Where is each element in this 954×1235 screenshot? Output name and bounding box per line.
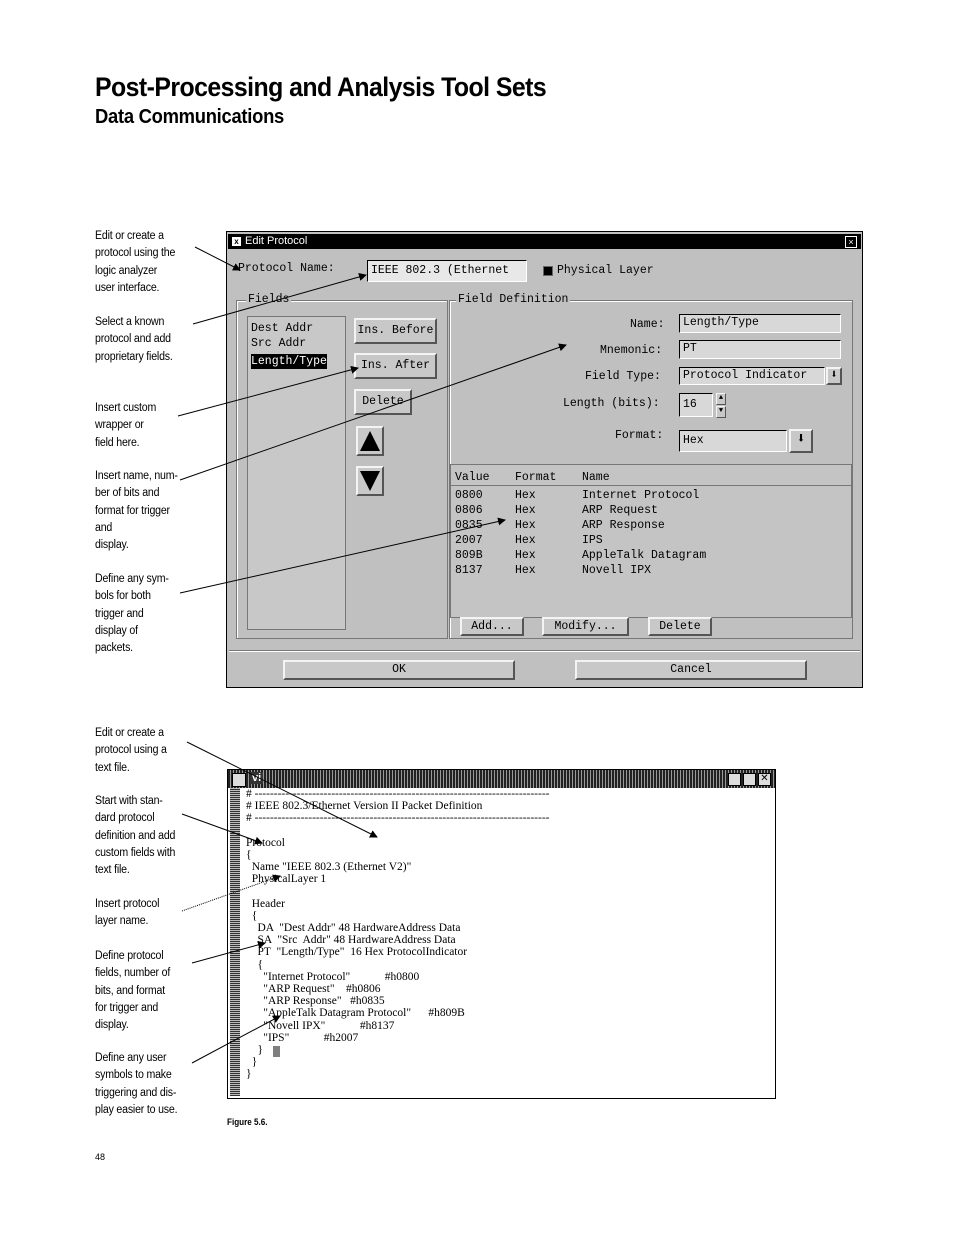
ins-before-button[interactable]: Ins. Before	[354, 318, 437, 344]
vi-text-line: DA "Dest Addr" 48 HardwareAddress Data	[246, 922, 461, 935]
vi-text-line: {	[246, 958, 264, 971]
vi-text-line: "AppleTalk Datagram Protocol" #h809B	[246, 1007, 465, 1020]
field-type-label: Field Type:	[585, 370, 661, 383]
vi-text-line: PhysicalLayer 1	[246, 873, 327, 886]
spin-up-icon: ▲	[718, 394, 724, 402]
table-cell-name: Novell IPX	[582, 564, 652, 577]
table-cell-name: Internet Protocol	[582, 489, 700, 502]
mnemonic-label: Mnemonic:	[600, 344, 663, 357]
vi-text-line: "Internet Protocol" #h0800	[246, 970, 420, 983]
leader-line	[187, 742, 377, 837]
leader-line	[193, 275, 366, 324]
protocol-name-input[interactable]: IEEE 802.3 (Ethernet	[367, 260, 527, 282]
arrow-down-icon: ⬇	[830, 368, 838, 382]
table-cell-value: 0800	[455, 489, 483, 502]
format-select[interactable]: Hex	[679, 430, 787, 452]
page-title: Post-Processing and Analysis Tool Sets	[95, 72, 547, 102]
window-menu-icon[interactable]: x	[232, 237, 241, 246]
table-cell-value: 0806	[455, 504, 483, 517]
close-icon[interactable]: ×	[845, 236, 857, 248]
leader-line	[178, 368, 358, 416]
leader-line	[195, 247, 240, 270]
delete-symbol-button[interactable]: Delete	[648, 617, 712, 636]
modify-symbol-button[interactable]: Modify...	[542, 617, 629, 636]
vi-text-line: # IEEE 802.3/Ethernet Version II Packet Definition	[246, 800, 483, 813]
table-cell-format: Hex	[515, 534, 536, 547]
vi-text-line: }	[246, 1068, 252, 1081]
table-cell-name: IPS	[582, 534, 603, 547]
table-cell-format: Hex	[515, 549, 536, 562]
leader-line	[180, 345, 566, 480]
name-label: Name:	[630, 318, 665, 331]
dialog-title: Edit Protocol	[245, 235, 308, 247]
callout-edit-ui: Edit or create a protocol using the logic analyzer user interface.	[95, 230, 176, 294]
vi-text-line: {	[246, 848, 252, 861]
vi-title: vi	[252, 772, 262, 784]
leader-line	[180, 520, 505, 593]
table-cell-name: AppleTalk Datagram	[582, 549, 707, 562]
table-cell-value: 2007	[455, 534, 483, 547]
callout-define-symbols: Define any sym- bols for both trigger and display of packets.	[95, 573, 169, 655]
callout-edit-text: Edit or create a protocol using a text file.	[95, 727, 167, 774]
callout-insert-layer: Insert protocol layer name.	[95, 898, 160, 928]
list-item-selected[interactable]: Length/Type	[251, 355, 327, 368]
vi-text-line: {	[246, 909, 258, 922]
vi-text-line: "IPS" #h2007	[246, 1031, 359, 1044]
column-header-name: Name	[582, 471, 610, 484]
close-icon[interactable]: ✕	[758, 773, 771, 786]
table-cell-format: Hex	[515, 564, 536, 577]
fields-group-title: Fields	[248, 293, 290, 306]
mnemonic-input[interactable]: PT	[679, 340, 841, 359]
table-cell-format: Hex	[515, 504, 536, 517]
callout-define-fields: Define protocol fields, number of bits, and format for trigger and display.	[95, 950, 171, 1032]
arrow-down-icon: ⬇	[796, 431, 806, 448]
table-cell-format: Hex	[515, 489, 536, 502]
vi-text-line: "ARP Response" #h0835	[246, 995, 385, 1008]
vi-text-line: }	[246, 1043, 264, 1056]
field-type-select[interactable]: Protocol Indicator	[679, 367, 825, 385]
protocol-name-label: Protocol Name:	[238, 262, 335, 275]
callout-select-protocol: Select a known protocol and add proprietary fields.	[95, 316, 173, 363]
physical-layer-label: Physical Layer	[557, 264, 654, 277]
table-cell-name: ARP Response	[582, 519, 665, 532]
vi-text-line: # -----------------------------------------------------------------------------	[246, 812, 550, 825]
leader-line	[182, 876, 280, 911]
leader-line	[192, 943, 265, 963]
vi-text-line: "ARP Request" #h0806	[246, 983, 381, 995]
ok-button[interactable]: OK	[283, 660, 515, 680]
leader-line	[182, 814, 262, 843]
vi-text-line: }	[246, 1056, 258, 1069]
ins-after-button[interactable]: Ins. After	[354, 353, 437, 379]
callout-user-symbols: Define any user symbols to make triggering and dis- play easier to use.	[95, 1052, 178, 1116]
vi-text-line: # -----------------------------------------------------------------------------	[246, 788, 550, 800]
callout-insert-name: Insert name, num- ber of bits and format for trigger and display.	[95, 470, 178, 552]
name-input[interactable]: Length/Type	[679, 314, 841, 333]
field-definition-title: Field Definition	[458, 293, 569, 306]
list-item[interactable]: Dest Addr	[251, 322, 314, 335]
vi-text-line: Header	[246, 897, 285, 910]
vi-text-line: SA "Src Addr" 48 HardwareAddress Data	[246, 934, 456, 947]
leader-line	[192, 1016, 280, 1063]
vi-text-line: Name "IEEE 802.3 (Ethernet V2)"	[246, 861, 412, 874]
table-cell-format: Hex	[515, 519, 536, 532]
cancel-button[interactable]: Cancel	[575, 660, 807, 680]
length-label: Length (bits):	[563, 397, 660, 410]
delete-field-button[interactable]: Delete	[354, 389, 412, 415]
vi-text-line: "Novell IPX" #h8137	[246, 1019, 395, 1032]
length-input[interactable]: 16	[679, 393, 713, 417]
add-symbol-button[interactable]: Add...	[460, 617, 524, 636]
page-subtitle: Data Communications	[95, 106, 285, 128]
vi-text-line: Protocol	[246, 836, 285, 849]
callout-insert-wrapper: Insert custom wrapper or field here.	[95, 402, 157, 449]
callout-start-standard: Start with stan- dard protocol definition and add custom fields with text file.	[95, 795, 176, 877]
table-cell-value: 809B	[455, 549, 483, 562]
spin-down-icon: ▼	[718, 407, 724, 415]
column-header-value: Value	[455, 471, 490, 484]
format-label: Format:	[615, 429, 664, 442]
list-item[interactable]: Src Addr	[251, 337, 307, 350]
page-number: 48	[95, 1152, 106, 1162]
table-cell-value: 8137	[455, 564, 483, 577]
table-cell-name: ARP Request	[582, 504, 658, 517]
figure-caption: Figure 5.6.	[227, 1117, 268, 1127]
vi-text-line: PT "Length/Type" 16 Hex ProtocolIndicator	[246, 946, 468, 959]
table-cell-value: 0835	[455, 519, 483, 532]
column-header-format: Format	[515, 471, 557, 484]
